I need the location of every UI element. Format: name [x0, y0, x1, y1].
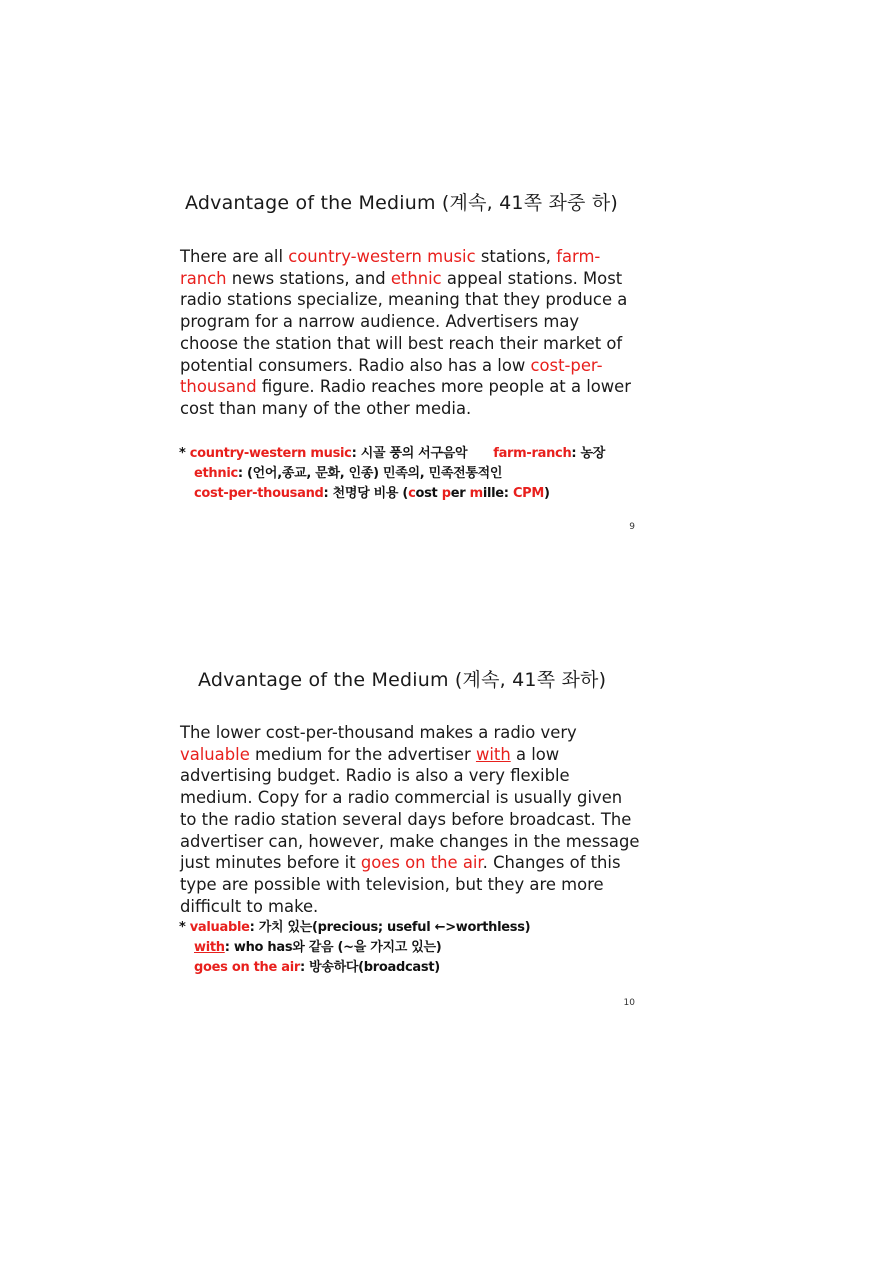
body-paragraph: There are all country-western music stations, farm-ranch news stations, and ethnic appeal stations. Most radio stations specialize, meaning that they produce a program for a narrow audience. Advertisers may choose the station that will best reach their market of potential consumers. Radio also has a low cost-per-thousand figure. Radio reaches more people at a lower cost than many of the other media. — [180, 247, 632, 418]
note-row: cost-per-thousand: 천명당 비용 (cost per mille: CPM) — [194, 486, 550, 501]
note-row: ethnic: (언어,종교, 문화, 인종) 민족의, 민족전통적인 — [194, 466, 503, 481]
page-number: 10 — [623, 998, 635, 1008]
note-row: * country-western music: 시골 풍의 서구음악 farm-ranch: 농장 — [179, 446, 606, 461]
highlight-term: ethnic — [390, 268, 442, 288]
vocabulary-notes — [179, 918, 649, 978]
note-row: with: who has와 같음 (~을 가지고 있는) — [194, 940, 442, 955]
highlight-term: valuable — [180, 744, 250, 764]
slide-body — [180, 722, 640, 917]
highlight-term: goes on the air — [360, 853, 483, 873]
slide-body — [180, 246, 640, 420]
page-number: 9 — [629, 522, 635, 532]
note-row: goes on the air: 방송하다(broadcast) — [194, 960, 440, 975]
highlight-term: farm-ranch — [180, 247, 601, 288]
highlight-term: cost-per-thousand — [180, 355, 603, 397]
highlight-term: country-western music — [288, 247, 476, 266]
highlight-term: with — [475, 744, 511, 764]
vocabulary-notes — [179, 444, 649, 504]
slide-title: Advantage of the Medium (계속, 41쪽 좌중 하) — [185, 192, 619, 214]
slide-title: Advantage of the Medium (계속, 41쪽 좌하) — [198, 669, 607, 691]
body-paragraph: The lower cost-per-thousand makes a radio very valuable medium for the advertiser with a low advertising budget. Radio is also a very flexible medium. Copy for a radio commercial is usually given to the radio station several days before broadcast. The advertiser can, however, make changes in the message just minutes before it goes on the air. Changes of this type are possible with television, but they are more difficult to make. — [180, 723, 640, 916]
note-row: * valuable: 가치 있는(precious; useful ←>worthless) — [179, 920, 531, 935]
